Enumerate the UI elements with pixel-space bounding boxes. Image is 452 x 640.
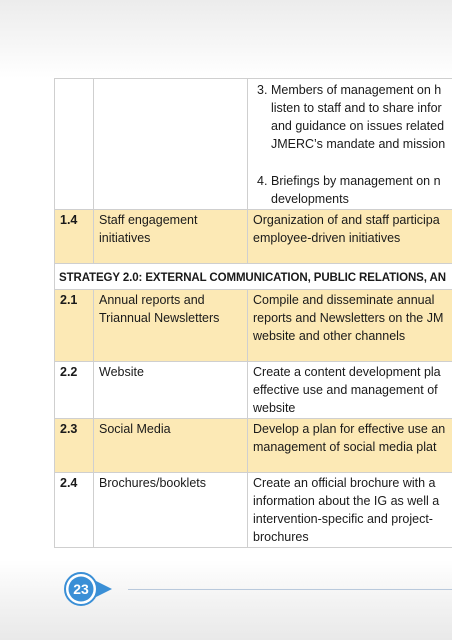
activity-line: management of social media plat xyxy=(253,440,437,454)
item-cell xyxy=(94,79,248,210)
num-cell xyxy=(55,79,94,210)
activity-cell xyxy=(248,473,452,548)
activity-line: website xyxy=(253,401,296,415)
activity-line: effective use and management of xyxy=(253,383,438,397)
activity-cell xyxy=(248,362,452,419)
list-text: JMERC’s mandate and mission xyxy=(271,137,446,151)
table-row xyxy=(55,210,452,264)
table-row xyxy=(55,79,452,210)
page-number-badge xyxy=(50,572,122,606)
item-cell xyxy=(94,419,248,473)
list-item xyxy=(253,99,452,117)
list-text: Briefings by management on n xyxy=(271,174,441,188)
communication-plan-table xyxy=(54,78,452,548)
item-line: Annual reports and xyxy=(99,293,205,307)
table-row xyxy=(55,419,452,473)
item-line: Triannual Newsletters xyxy=(99,311,220,325)
item-line: initiatives xyxy=(99,231,151,245)
activity-line: intervention-specific and project- xyxy=(253,512,433,526)
management-list xyxy=(253,172,452,208)
item-line: Website xyxy=(99,365,144,379)
list-number: 4. xyxy=(257,174,268,188)
list-item xyxy=(253,81,452,99)
activity-line: Organization of and staff participa xyxy=(253,213,440,227)
num-cell: 2.2 xyxy=(55,362,94,419)
num-cell: 2.4 xyxy=(55,473,94,548)
activity-line: Develop a plan for effective use an xyxy=(253,422,446,436)
table-row xyxy=(55,290,452,362)
strategy-heading: STRATEGY 2.0: EXTERNAL COMMUNICATION, PUBLIC RELATIONS, AN xyxy=(55,264,452,290)
list-item xyxy=(253,135,452,153)
activity-line: reports and Newsletters on the JM xyxy=(253,311,444,325)
item-cell xyxy=(94,473,248,548)
activity-line: Compile and disseminate annual xyxy=(253,293,435,307)
item-cell xyxy=(94,362,248,419)
list-text: and guidance on issues related xyxy=(271,119,445,133)
strategy-heading-row xyxy=(55,264,452,290)
activity-cell xyxy=(248,210,452,264)
activity-cell xyxy=(248,79,452,210)
item-line: Staff engagement xyxy=(99,213,198,227)
management-list xyxy=(253,81,452,153)
list-text: Members of management on h xyxy=(271,83,442,97)
list-text: developments xyxy=(271,192,349,206)
list-number: 3. xyxy=(257,83,268,97)
item-cell xyxy=(94,210,248,264)
num-cell: 2.1 xyxy=(55,290,94,362)
activity-line: website and other channels xyxy=(253,329,406,343)
list-item xyxy=(253,172,452,190)
activity-line: brochures xyxy=(253,530,309,544)
activity-cell xyxy=(248,290,452,362)
table-row xyxy=(55,473,452,548)
activity-cell xyxy=(248,419,452,473)
num-cell: 2.3 xyxy=(55,419,94,473)
activity-line: Create a content development pla xyxy=(253,365,441,379)
list-item xyxy=(253,117,452,135)
item-cell xyxy=(94,290,248,362)
list-text: listen to staff and to share infor xyxy=(271,101,442,115)
item-line: Social Media xyxy=(99,422,171,436)
num-cell: 1.4 xyxy=(55,210,94,264)
table-row xyxy=(55,362,452,419)
list-item xyxy=(253,190,452,208)
activity-line: employee-driven initiatives xyxy=(253,231,401,245)
activity-line: Create an official brochure with a xyxy=(253,476,436,490)
item-line: Brochures/booklets xyxy=(99,476,207,490)
activity-line: information about the IG as well a xyxy=(253,494,440,508)
page-badge-graphic xyxy=(50,572,122,606)
header-band xyxy=(0,0,452,78)
footer-rule xyxy=(128,589,452,590)
page-number: 23 xyxy=(73,581,89,597)
